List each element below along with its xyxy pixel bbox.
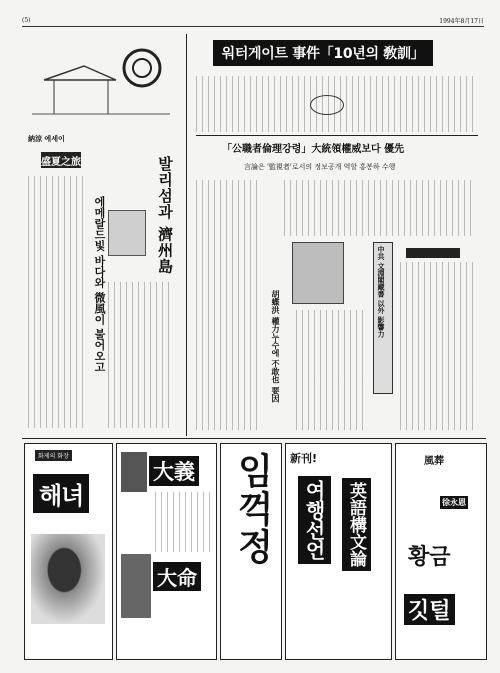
ad-imkkeokjeong xyxy=(220,443,282,660)
ad1-photo xyxy=(31,534,105,624)
essay-title: 盛夏之旅 xyxy=(41,152,81,168)
ad2-photo-1 xyxy=(121,452,147,492)
ad1-title: 해녀 xyxy=(33,474,89,513)
section-logo xyxy=(310,95,344,115)
masthead xyxy=(22,14,484,27)
ad-travel xyxy=(285,443,392,660)
column-divider xyxy=(186,34,187,436)
article-lead-vertical: 胡蝶洪 權力누수에 不敢也 要因 xyxy=(271,290,281,403)
ad-golden-feather xyxy=(395,443,487,660)
ad3-title: 임꺽정 xyxy=(232,452,273,566)
ad4-title: 여행선언 xyxy=(298,476,331,564)
ad5-author: 徐永恩 xyxy=(442,498,466,507)
beach-sketch xyxy=(24,38,176,124)
ad5-title-1: 황금 xyxy=(408,545,451,570)
article-subhead: 「公職者倫理강령」大統領權威보다 優先 xyxy=(222,144,405,155)
essay-body-text-2 xyxy=(108,282,174,428)
issue-date: 1994年8月17日 xyxy=(439,17,484,25)
ad2-title-1: 大義 xyxy=(149,456,199,486)
ad2-photo-2 xyxy=(121,554,151,618)
ad2-body-text xyxy=(155,492,211,552)
article-subhead-2: 言論은 '監視者'로서의 정보공개 역할 홍봉하 수행 xyxy=(244,163,396,171)
essay-author-photo xyxy=(108,210,146,256)
article-photo xyxy=(292,242,344,304)
essay-body-text xyxy=(28,176,86,428)
ad2-title-2: 大命 xyxy=(153,562,201,591)
essay-vertical-main: 발리섬과 濟州島 xyxy=(156,156,174,275)
subhead-rule xyxy=(196,135,478,136)
ad5-top-title: 風葬 xyxy=(424,456,444,467)
ad5-title-2: 깃털 xyxy=(404,594,455,625)
ad4-english-title: 英語構文論 xyxy=(342,478,371,571)
article-body-text xyxy=(196,180,262,430)
essay-tag: 納涼 에세이 xyxy=(28,135,65,143)
headline: 워터게이트 事件「10년의 敎訓」 xyxy=(213,40,433,66)
right-column-text xyxy=(400,262,478,430)
side-vertical-text: 中共 文淵閣藏書 以外 影響力 xyxy=(377,246,386,338)
ads-divider xyxy=(22,438,486,439)
column-tag xyxy=(406,248,460,258)
ad1-tag: 화제의 화장 xyxy=(35,450,72,461)
ad4-new-label: 新刊! xyxy=(290,452,318,465)
article-body-text-3 xyxy=(296,310,368,430)
ad-haenyeo xyxy=(24,443,113,660)
ad-daeui xyxy=(116,443,217,660)
essay-vertical-sub: 에메랄드빛 바다와 微風이 불어오고 xyxy=(93,196,106,373)
article-body-text-2 xyxy=(284,180,476,236)
page-number: (5) xyxy=(22,16,31,24)
